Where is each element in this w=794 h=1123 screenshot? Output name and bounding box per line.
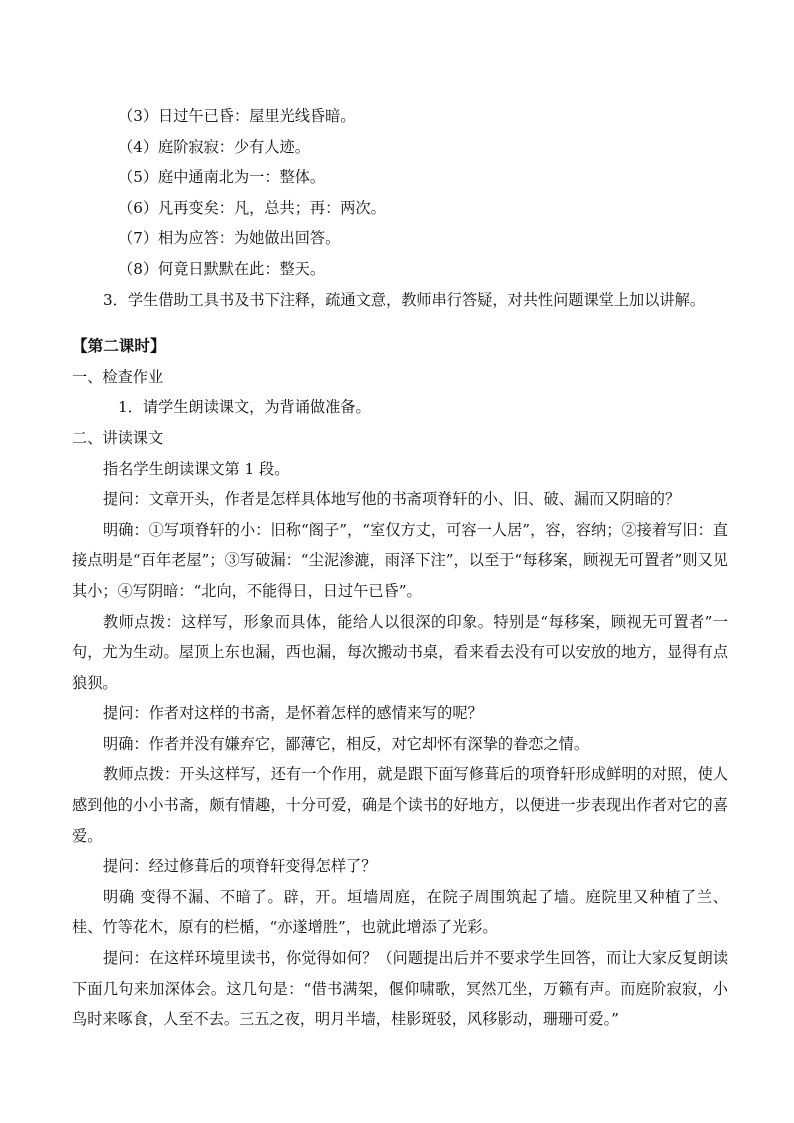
question-1: 提问：文章开头，作者是怎样具体地写他的书斋项脊轩的小、旧、破、漏而又阴暗的？ <box>103 490 681 509</box>
part-two-title: 二、讲读课文 <box>72 428 164 447</box>
answer-3: 明确 变得不漏、不暗了。辟，开。垣墙周庭，在院子周围筑起了墙。庭院里又种植了兰、桂、竹等花木，原有的栏楯，“亦遂增胜”，也就此增添了光彩。 <box>72 887 728 937</box>
step-three: 3．学生借助工具书及书下注释，疏通文意，教师串行答疑，对共性问题课堂上加以讲解。 <box>103 290 705 309</box>
list-item: （6）凡再变矣：凡，总共；再：两次。 <box>118 198 386 217</box>
question-3: 提问：经过修葺后的项脊轩变得怎样了？ <box>103 857 377 876</box>
document-page <box>72 101 728 1035</box>
section-title: 【第二课时】 <box>72 336 166 356</box>
answer-2: 明确：作者并没有嫌弃它，鄙薄它，相反，对它却怀有深挚的眷恋之情。 <box>103 734 589 753</box>
list-item: （7）相为应答：为她做出回答。 <box>118 229 341 248</box>
teacher-note-2: 教师点拨：开头这样写，还有一个作用，就是跟下面写修葺后的项脊轩形成鲜明的对照，使人感到他的小小书斋，颇有情趣，十分可爱，确是个读书的好地方，以便进一步表现出作者对它的喜爱。 <box>72 765 728 845</box>
list-item: （5）庭中通南北为一：整体。 <box>118 168 326 187</box>
list-item: （3）日过午已昏：屋里光线昏暗。 <box>118 107 356 125</box>
list-item: （8）何竟日默默在此：整天。 <box>118 259 326 278</box>
list-item: （4）庭阶寂寂：少有人迹。 <box>118 137 310 156</box>
answer-1: 明确：①写项脊轩的小：旧称“阁子”，“室仅方丈，可容一人居”，容，容纳；②接着写旧：直接点明是“百年老屋”；③写破漏：“尘泥渗漉，雨泽下注”，以至于“每移案，顾视无可置者”则又见其小；④写阴暗：“北向，不能得日，日过午已昏”。 <box>72 520 728 600</box>
part-one-title: 一、检查作业 <box>72 367 164 386</box>
assign-paragraph: 指名学生朗读课文第 1 段。 <box>103 459 290 478</box>
question-2: 提问：作者对这样的书斋，是怀着怎样的感情来写的呢？ <box>103 704 483 723</box>
teacher-note-1: 教师点拨：这样写，形象而具体，能给人以很深的印象。特别是“每移案，顾视无可置者”一句，尤为生动。屋顶上东也漏，西也漏，每次搬动书桌，看来看去没有可以安放的地方，显得有点狼狈。 <box>72 612 728 692</box>
part-one-item: 1．请学生朗读课文，为背诵做准备。 <box>118 398 371 417</box>
question-4: 提问：在这样环境里读书，你觉得如何？（问题提出后并不要求学生回答，而让大家反复朗读下面几句来加深体会。这几句是：“借书满架，偃仰啸歌，冥然兀坐，万籁有声。而庭阶寂寂，小鸟时来啄食，人至不去。三五之夜，明月半墙，桂影斑驳，风移影动，珊珊可爱。” <box>72 949 728 1029</box>
